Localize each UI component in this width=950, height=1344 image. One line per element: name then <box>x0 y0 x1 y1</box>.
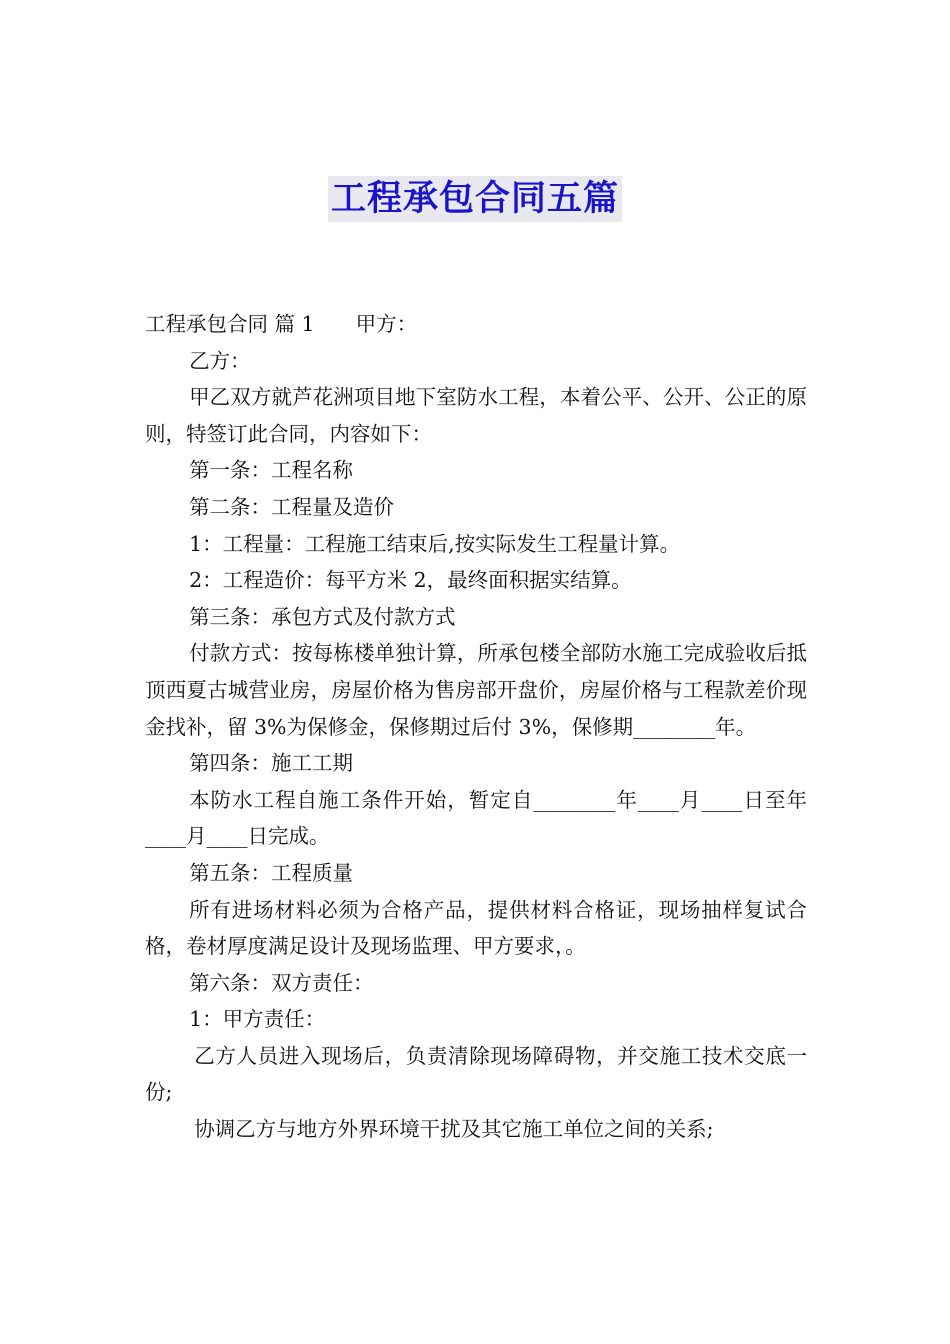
clause-3-payment: 付款方式：按每栋楼单独计算，所承包楼全部防水施工完成验收后抵顶西夏古城营业房，房屋价格为售房部开盘价，房屋价格与工程款差价现金找补，留 3%为保修金，保修期过后付 3%，保修期________年。 <box>145 641 807 739</box>
paragraph-party-b: 乙方： <box>189 348 251 373</box>
clause-4-heading: 第四条：施工工期 <box>189 751 354 776</box>
clause-6-duty-1: 乙方人员进入现场后，负责清除现场障碍物，并交施工技术交底一份; <box>145 1043 807 1105</box>
clause-2-heading: 第二条：工程量及造价 <box>189 494 395 519</box>
clause-3-heading: 第三条：承包方式及付款方式 <box>189 604 456 629</box>
clause-4-schedule: 本防水工程自施工条件开始，暂定自________年____月____日至年____月____日完成。 <box>145 787 807 849</box>
clause-2-item-1: 1：工程量：工程施工结束后,按实际发生工程量计算。 <box>189 531 681 556</box>
title-wrap <box>0 176 950 222</box>
clause-2-item-2: 2：工程造价：每平方米 2，最终面积据实结算。 <box>189 568 632 593</box>
clause-5-heading: 第五条：工程质量 <box>189 860 354 885</box>
paragraph-intro: 甲乙双方就芦花洲项目地下室防水工程，本着公平、公开、公正的原则，特签订此合同，内容如下： <box>145 385 807 446</box>
clause-6-duty-2: 协调乙方与地方外界环境干扰及其它施工单位之间的关系; <box>194 1117 714 1142</box>
document-body <box>145 306 807 1148</box>
clause-5-quality: 所有进场材料必须为合格产品，提供材料合格证，现场抽样复试合格，卷材厚度满足设计及现场监理、甲方要求，。 <box>145 897 807 959</box>
clause-6-item-1: 1：甲方责任： <box>189 1007 326 1032</box>
clause-1-heading: 第一条：工程名称 <box>189 458 354 483</box>
document-title: 工程承包合同五篇 <box>328 176 622 222</box>
paragraph-heading-line: 工程承包合同 篇 1 甲方： <box>145 312 418 336</box>
clause-6-heading: 第六条：双方责任： <box>189 970 374 995</box>
